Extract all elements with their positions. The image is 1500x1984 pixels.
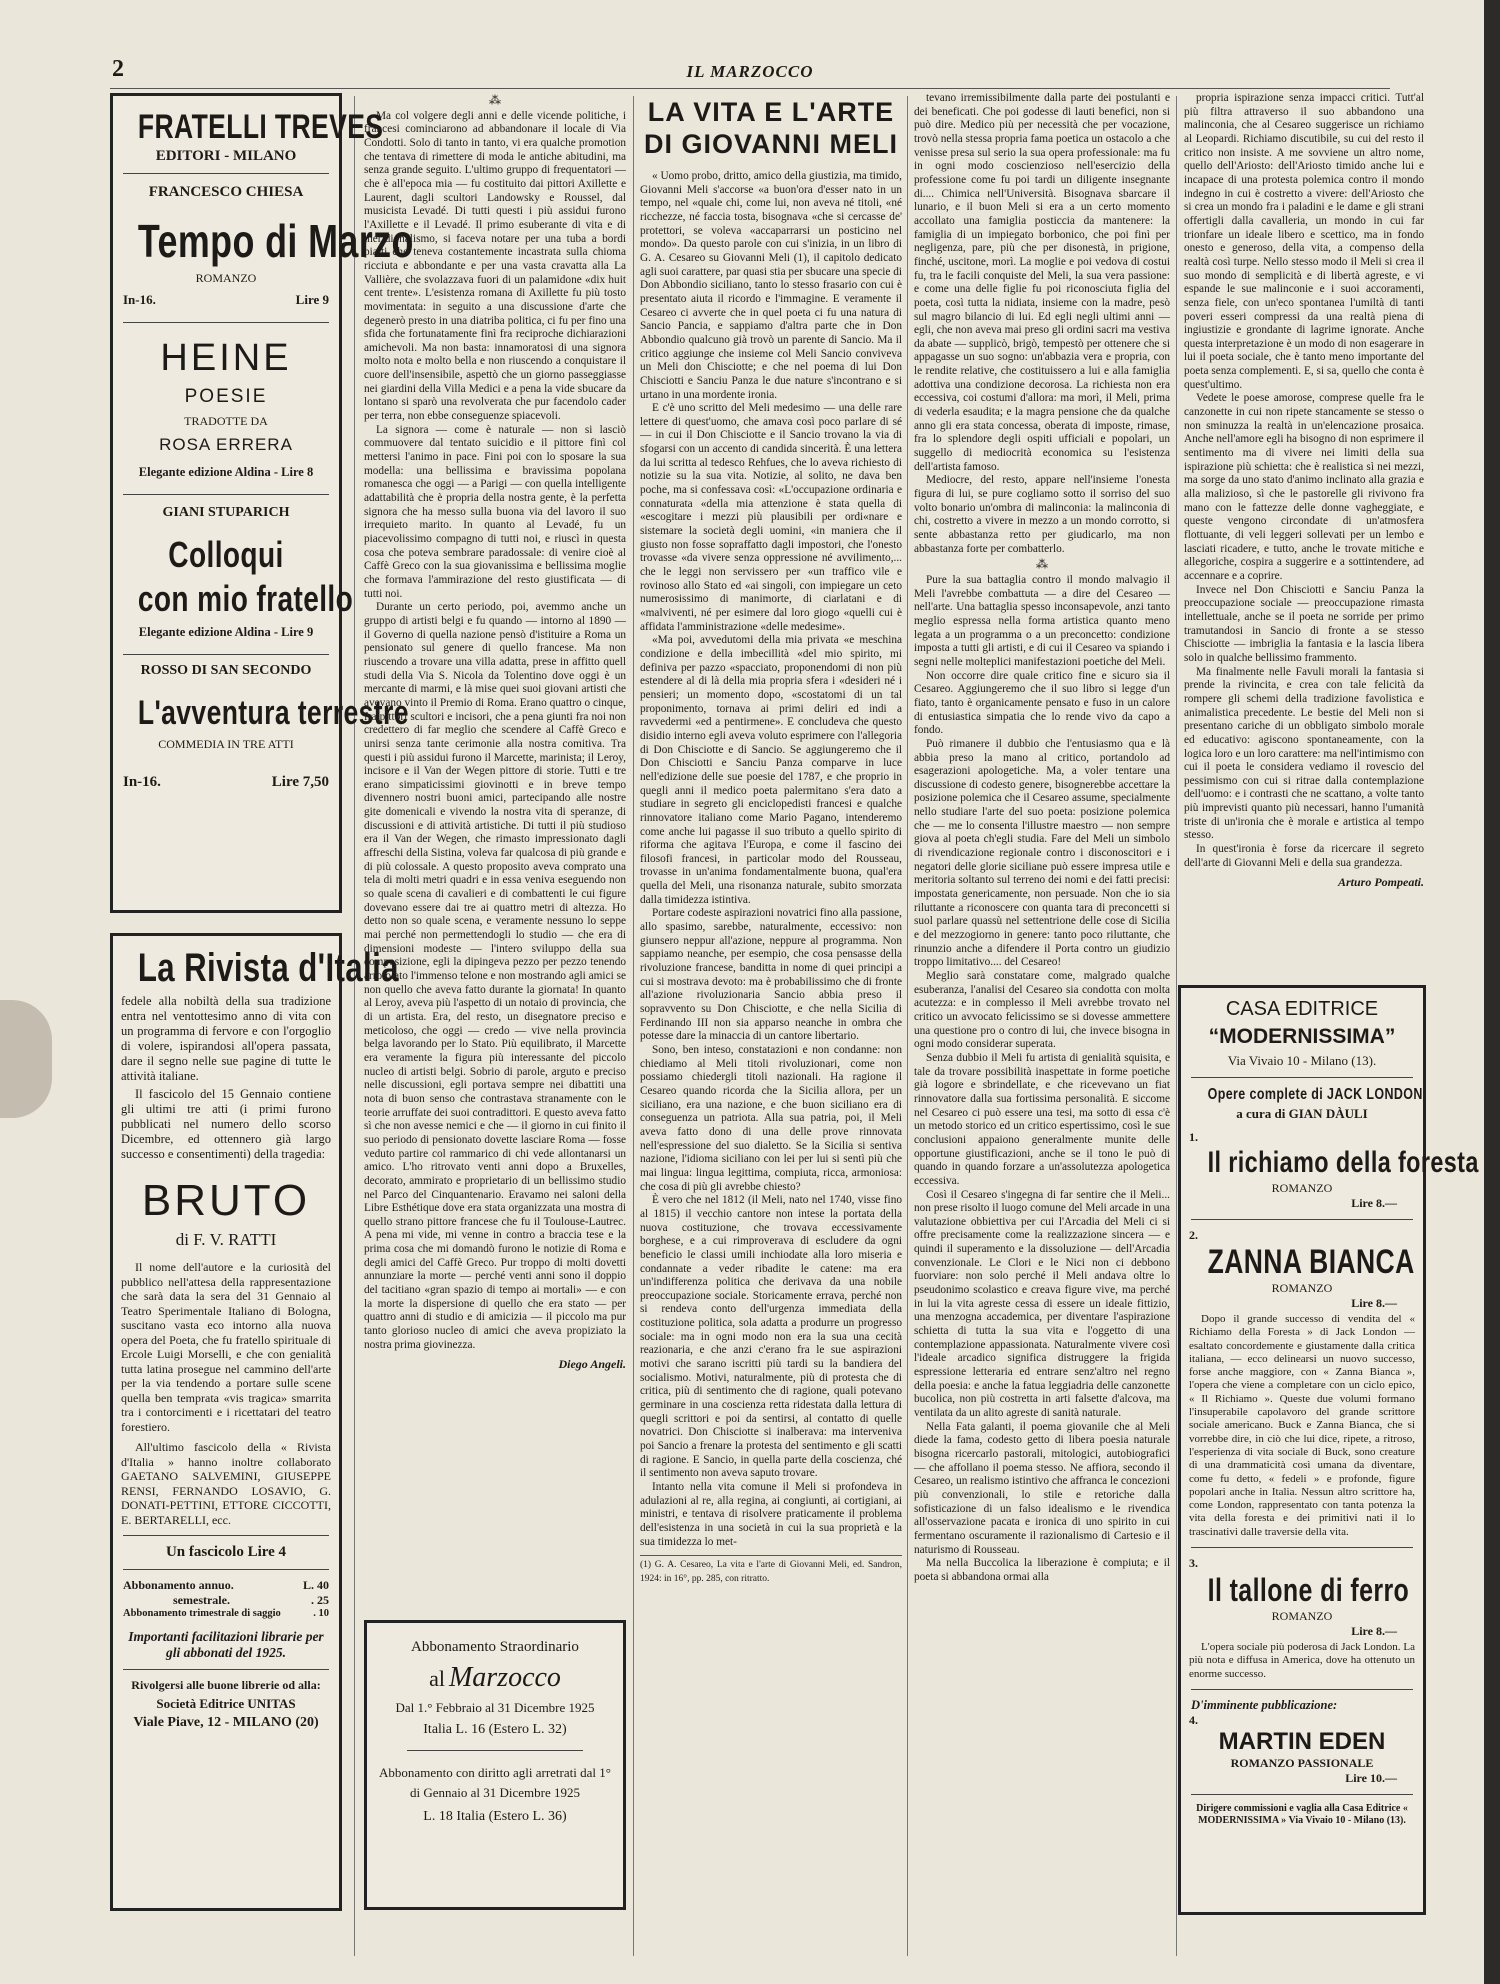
article-paragraph: propria ispirazione senza impacci critici. Tutt'al più filtra attraverso il suo abbandono una malinconia, che al Cesareo suggerisce un richiamo al Leopardi. Richiamo discutibile, su cui del resto il critico non insiste. A me sovviene un altro nome, quello dell'Ariosto: dell'Ariosto timido anche lui e incapace di una protesta polemica contro il mondo indegno in cui è costretto a vivere: dell'Ariosto che si crea un mondo fra i paladini e le dame e gli strani offertigli dalla cavalleria, un mondo in cui far trionfare un ideale libero e scettico, ma in fondo onesto e generoso, della vita, a compenso della realtà così turpe. Nello stesso modo il Meli si crea il suo mondo di semplicità e di libertà agreste, e vi espande le sue malinconie e i suoi accoramenti, senza fiele, con un'eco spontanea l'umiltà di tanti poveri esseri compressi da una realtà piena di ingiustizie e grondante di lagrime ignorate. Anche questa interpretazione è un modo di non esagerare in lui il poeta sociale, che è tanto meno importante del poeta senza complementi. E, si sa, quello che conta è quest'ultimo.: [1184, 92, 1424, 391]
magazine-title: La Rivista d'Italia: [137, 946, 399, 990]
book-edition: Elegante edizione Aldina - Lire 8: [138, 465, 314, 479]
section-stars: ⁂: [1036, 557, 1048, 572]
book-author: GIANI STUPARICH: [162, 505, 290, 520]
article-signature: Arturo Pompeati.: [1337, 875, 1424, 890]
modernissima-advertisement: [1178, 985, 1479, 1915]
subscription-arrears: Abbonamento con diritto agli arretrati dal 1° di Gennaio al 31 Dicembre 1925: [379, 1765, 611, 1800]
book-price: Lire 7,50: [271, 774, 329, 790]
page-number: 2: [112, 56, 124, 82]
article-paragraph: Vedete le poese amorose, comprese quelle fra le canzonette in cui non ripete stancamente se stesso o non sminuzza la realtà in un'elencazione prosaica. Anche nell'amore egli ha bisogno di non esprimere il sentimento ma di vivere nei limiti della sua ispirazione più schietta: che è realistica sì nei mezzi, ma sorge da uno stato d'animo inclinato alla grazia e alla malizioso, sì che le pastorelle gli rivivono fra mano con le fattezze delle donne vagheggiate, e queste vengono circondate di un'atmosfera flottuante, di veli leggeri sollevati per un lembo e lasciati ricadere, e tutto, anche le trovate mitiche e allegoriche, cospira a suggerire e a sottintendere, ad accennare e a coprire.: [1184, 392, 1424, 582]
book-genre: COMMEDIA IN TRE ATTI: [158, 737, 294, 751]
price-value: . 10: [313, 1608, 329, 1619]
price-label: semestrale.: [173, 1593, 230, 1607]
book-title: Il tallone di ferro: [1207, 1572, 1410, 1609]
book-price: Lire 8.—: [1351, 1624, 1397, 1639]
book-price: Lire 8.—: [1351, 1196, 1397, 1210]
book-title: MARTIN EDEN: [1218, 1727, 1386, 1755]
publisher-address: Viale Piave, 12 - MILANO (20): [133, 1715, 319, 1730]
article-paragraph: Sono, ben inteso, constatazioni e non condanne: non chiediamo al Meli titoli rivoluzionari, come non possiamo chiedergli titoli nazionali. Ha ragione il Cesareo quando ricorda che la Sicilia allora, per un siciliano, era una nazione, e che buon siciliano era di conseguenza un patriota. Alla sua patria, poi, il Meli aveva fatto dono di una delle prove rinnovata nell'espressione del suo dialetto. Se la Sicilia si sentiva nazione, l'idioma siciliano con lei per lui si sentì più che mai lingua: lingua legittima, compiuta, ricca, armoniosa: che cosa di più gli avrebbe chiesto?: [640, 1044, 902, 1193]
article-paragraph: Senza dubbio il Meli fu artista di genialità squisita, e tale da trovare possibilità inaspettate in forme poetiche già logore e sbrindellate, e che ricevevano un fiat rinnovatore dalla sua fortissima personalità. E siccome nel Cesareo ci può essere una tesi, ma sotto di essa c'è un metodo storico ed un critico espertissimo, così le sue conclusioni appaiono generalmente munite delle opportune giustificazioni, anche se il tono le può di quando in quando forzare a un'assolutezza apologetica eccessiva.: [914, 1051, 1170, 1187]
meli-column-a: [640, 170, 902, 1960]
publisher-name: “MODERNISSIMA”: [1208, 1025, 1396, 1048]
divider: [123, 1535, 329, 1536]
article-paragraph: «Ma poi, avvedutomi della mia privata «e meschina condizione e della imbecillità «del mio spirito, mi definiva per pazzo «spacciato, proponendomi di non più estendere al di là della mia propria sfera i «desideri né i pensieri; un momento dopo, «scostatomi di un tal proponimento, tornava ai primi deliri ed indi a ravvedermi «ed a pentirmene». E concludeva che questo disidio interno egli aveva voluto esprimere con l'allegoria di Don Chisciotte e di Sancio. Se aggiungeremo che il Don Chisciotti e Sanciu Panza comparve in luce nell'edizione delle sue poesie del 1787, e che proprio in quegli anni il medico poeta palermitano s'era dato a studiare in segreto gli enciclopedisti francesi e qualche rinnovatore italiano come Mario Pagano, intenderemo come anche lui pagasse il suo tributo a quello spirito di riforma che agitava l'Europa, e come il fascino dei filosofi francesi, in particolar modo del Rousseau, trovasse in un'anima fondamentalmente buona, qual'era quella del Meli, una risonanza naturale, subito smorzata dalla timidezza istintiva.: [640, 634, 902, 906]
article-paragraph: È vero che nel 1812 (il Meli, nato nel 1740, visse fino al 1815) il vecchio cantore non intese la portata della nuova costituzione, che trovava eccessivamente borghese, e a cui rimproverava di escludere da ogni beneficio le classi umili inchiodate alla loro miseria e condannate a veder ribadite le catene: ma era un'indifferenza politica che derivava da una nobile preoccupazione sociale. Storicamente errava, perché non si rendeva conto dell'urgenza immediata della costituzione politica, sola adatta a produrre un progresso sociale: ma in ogni modo non era la sua una cecità reazionaria, e che anzi c'erano fra le sue aspirazioni motivi che sarano iscritti più tardi su la bandiera del socialismo. Motivi, naturalmente, più di protesta che di critica, più di sentimento che di ragione, quali potevano germinare in una coscienza retta ridestata dalla lettura di quegli scrittori e poi da sentirsi, al contatto di quelle novatrici. Don Chisciotte si inalberava: ma interveniva poi Sancio a frenare la protesta del sentimento e gli scatti di ragione. E Sancio, in quella parte della coscienza, ché il sentimento non aveva saputo trovare.: [640, 1194, 902, 1480]
book-description: L'opera sociale più poderosa di Jack London. La più nota e diffusa in America, dove ha ottenuto un enorme successo.: [1189, 1641, 1415, 1680]
column-divider: [354, 96, 355, 1956]
divider: [123, 1669, 329, 1670]
publisher-name: FRATELLI TREVES: [137, 108, 384, 146]
article-paragraph: Meglio sarà constatare come, malgrado qualche esuberanza, l'analisi del Cesareo sia condotta con molta acutezza: e in complesso il Meli avrebbe trovato nel critico un avvocato felicissimo se si dovesse ammettere una questione pro o contro di lui, che invece bisogna in ogni modo considerar superata.: [914, 970, 1170, 1051]
book-genre: ROMANZO PASSIONALE: [1230, 1755, 1374, 1770]
publisher-label: CASA EDITRICE: [1225, 998, 1379, 1020]
article-paragraph: In quest'ironia è forse da ricercare il segreto dell'arte di Giovanni Meli e della sua grandezza.: [1184, 843, 1424, 869]
publisher-city: EDITORI - MILANO: [155, 148, 297, 164]
subscription-title: Abbonamento Straordinario: [411, 1639, 579, 1655]
article-paragraph: Nella Fata galanti, il poema giovanile che al Meli diede la fama, codesto getto di libera poesia naturale bisogna ricercarlo pastorali, mitologici, autobiografici — che affollano il poema stesso. Ne affiora, secondo il Cesareo, un realismo istintivo che affranca le concezioni più convenzionali, lo stile e retoriche dalla sofisticazione di un falso idealismo e le rivendica all'osservazione pacata e ironica di uno spirito in cui fermentano oscuramente il razionalismo di Cartesio e il naturismo di Rousseau.: [914, 1420, 1170, 1556]
section-stars: ⁂: [489, 93, 501, 107]
book-author: FRANCESCO CHIESA: [148, 184, 304, 200]
book-title: Tempo di Marzo: [137, 215, 414, 267]
book-genre: ROMANZO: [195, 271, 257, 285]
divider: [123, 494, 329, 495]
column-divider: [1176, 96, 1177, 1956]
book-title: Il richiamo della foresta: [1207, 1146, 1479, 1179]
article-paragraph: Ma nella Buccolica la liberazione è compiuta; e il poeta si abbandona ormai alla: [914, 1557, 1170, 1583]
divider: [123, 173, 329, 174]
article-paragraph: La signora — come è naturale — non si lasciò commuovere dal tentato suicidio e il pittore finì col mettersi l'animo in pace. Fini poi con lo sposare la sua modella: una bellissima e bravissima popolana romanesca che oggi — a Parigi — con quella intelligente adattabilità che è propria della nostra gente, è la perfetta signora che ha messo sulla buona via del lavoro il suo irrequieto marito. In quanto al Levadé, fu un piacevolissimo compagno di tutti noi, e riuscì in questa cosa che poteva sembrare paradossale: di venire cioè al Caffè Greco con la sua giovanissima e bellissima moglie che formava l'ammirazione del resto giustificata — di tutti noi.: [364, 423, 626, 600]
subscription-period: Dal 1.° Febbraio al 31 Dicembre 1925: [395, 1700, 595, 1715]
contributors: All'ultimo fascicolo della « Rivista d'Italia » hanno inoltre collaborato GAETANO SALVEMINI, GIUSEPPE RENSI, FERNANDO LOSAVIO, G. DONATI-PETTINI, ETTORE CICCOTTI, E. BERTARELLI, ecc.: [121, 1440, 331, 1527]
publisher-contact: Società Editrice UNITAS: [156, 1696, 296, 1711]
subscription-price-arrears: L. 18 Italia (Estero L. 36): [423, 1809, 567, 1824]
rivista-advertisement: [110, 933, 399, 1911]
column-divider: [907, 96, 908, 1956]
article-paragraph: Ma col volgere degli anni e delle vicende politiche, i francesi cominciarono ad abbandonare il locale di Via Condotti. Solo di tanto in tanto, vi era qualche promotion che tentava di rimettere di moda le antiche abitudini, ma senza grande seguito. L'ultimo gruppo di frequentatori — che è all'epoca mia — fu costituito dai pittori Axillette e Laurent, dagli scultori Landowsky e Roussel, dal musicista Levadé. Di tutti questi i più assidui furono l'Axillette e il Levadé. Il primo esuberante di vita e di meridionalismo, si faceva notare per una tuba a bordi piatti che teneva costantemente incastrata sulla chioma ricciuta e abbondante e per una vasta cravatta alla La Vallière, che svolazzava fuori di un palamidone «dix huit cent trente». L'esistenza romana di Axillette fu più tosto movimentata: in seguito a una discussione d'arte che degenerò presto in una diatriba politica, ci fu per fino una sfida che fortunatamente finì fra reciproche dichiarazioni amichevoli. Ma non basta: innamoratosi di una signora molto nota e molto bella e non riuscendo a conquistare il cuore dell'insensibile, aspettò che un giorno passeggiasse nei giardini della Villa Medici e a pena la vide sbucare da lontano si sparò una revolverata che pur facendolo cader per terra, non ebbe conseguenze spiacevoli.: [364, 109, 626, 423]
article-paragraph: Può rimanere il dubbio che l'entusiasmo qua e là abbia preso la mano al critico, portandolo ad esagerazioni apologetiche. Ma, a voler tentare una discussione di codesto genere, bisognerebbe accettare la posizione polemica che il Cesareo assume, specialmente nello studiare l'arte del suo poeta: posizione polemica che — me lo consenta l'illustre maestro — non sempre giova al poeta ch'egli studia. Fare del Meli un simbolo di rivendicazione regionale contro i disconoscitori e i negatori delle glorie siciliane può essere impresa utile e meritoria soltanto sul terreno dei nomi e dei fatti precisi: impostata genericamente, non persuade. Non che io sia riluttante a riconoscere con quanta tara di preconcetti si suol parlare quassù nel settentrione delle cose di Sicilia e del mezzogiorno in genere: tanto poco riluttante, che rinunzio anche a difendere il Porta contro un giudizio troppo limitativo.... del Cesareo!: [914, 737, 1170, 969]
play-author: di F. V. RATTI: [175, 1230, 277, 1249]
book-genre: ROMANZO: [1271, 1609, 1333, 1624]
article-paragraph: tevano irremissibilmente dalla parte dei postulanti e dei beneficati. Che poi godesse di lauti benefici, non si può dire. Medico più per necessità che per vocazione, trovò nella stessa propria fama poetica un ostacolo a che venisse presa sul serio la sua opera professionale: ma fu in ogni modo coscienzioso nell'esercizio della professione come fu poi tardi un diligente insegnante di.... Chimica nell'Università. Bisognava sbarcare il lunario, e il buon Meli si era a un certo momento accollato una famiglia posticcia da mantenere: la famiglia di un impiegato borbonico, che poi finì per negligenza, pare, più che per disonestà, in prigione, finché, uscitone, morì. La moglie e poi vedova di costui fu, tra le facili conquiste del Meli, la sua vera passione: e come una delle figlie fu poi riconosciuta figlia del poeta, così tutta la nidiata, insieme con la madre, pesò sul magro bilancio di lui. Ed egli negli ultimi anni — egli, che non aveva mai preso gli ordini sacri ma vestiva da abate — supplicò, brigò, tempestò per ottenere che si appagasse un suo sogno: un'abbazia vera e propria, con le rendite relative, che costituissero a lui e alla famiglia adottiva una condizione decorosa. La richiesta non era eccessiva, coi costumi d'allora: ma morì, il Meli, prima di vederla esaudita; e la magra pensione che da qualche anno gli era stata concessa, oberata di imposte, rimase, fra lo splendore degli ospiti ufficiali e popolari, un suggello di mediocrità economica su l'esistenza dell'artista famoso.: [914, 92, 1170, 473]
article-signature: Diego Angeli.: [558, 1357, 626, 1372]
meli-column-b: [914, 92, 1170, 1962]
book-author: HEINE: [160, 337, 292, 379]
upcoming-label: D'imminente pubblicazione:: [1191, 1697, 1338, 1712]
book-number: 1.: [1189, 1130, 1198, 1144]
book-translator: ROSA ERRERA: [159, 435, 293, 454]
footnote: (1) G. A. Cesareo, La vita e l'arte di Giovanni Meli, ed. Sandron, 1924: in 16°, pp. 285, con ritratto.: [640, 1555, 902, 1586]
book-edition: Elegante edizione Aldina - Lire 9: [138, 625, 314, 639]
subscription-prefix: al: [429, 1666, 445, 1691]
article-paragraph: Pure la sua battaglia contro il mondo malvagio il Meli l'avrebbe combattuta — a dire del Cesareo — nell'arte. Una battaglia spesso inconsapevole, anzi tanto meglio espressa nella forma artistica quanto meno legata a un programma o a un preconcetto: condizione imposta a tutti gli artisti, e di cui il Cesareo va spiando i segni nelle molteplici manifestazioni poetiche del Meli.: [914, 573, 1170, 668]
book-title: Colloqui: [168, 534, 284, 575]
book-number: 2.: [1189, 1228, 1198, 1242]
book-number: 4.: [1189, 1712, 1198, 1727]
magazine-intro: fedele alla nobiltà della sua tradizione entra nel ventottesimo anno di vita con un programma di fervore e con l'orgoglio di volere, ispirandosi all'opera passata, dare il segno nelle sue pagine di tutte le attività italiane.: [121, 994, 331, 1083]
divider: [1191, 1689, 1413, 1690]
paper-stain: [0, 1000, 52, 1118]
article-paragraph: Invece nel Don Chisciotti e Sanciu Panza la preoccupazione sociale — preoccupazione rimasta intellettuale, anche se il poeta ne sorride per primo tramutandosi in Sancio di fronte a se stesso Chisciotte — imbriglia la fantasia e la lascia libera solo in qualche bellissimo frammento.: [1184, 583, 1424, 664]
book-description: Dopo il grande successo di vendita del « Richiamo della Foresta » di Jack London — esaltato concordemente e giustamente dalla critica italiana, — ecco delinearsi un nuovo successo, forse anche maggiore, con « Zanna Bianca », l'opera che viene a completare con un ciclo epico, « Il Richiamo ». Queste due volumi formano l'insuperabile capolavoro del grande scrittore sociale americano. Buck e Zanna Bianca, che si vorrebbe dire, in ciò che lui dice, ripete, a ritroso, l'esperienza di vita sociale di Buck, sono creature di una drammaticità così umana da diventare, come fu detto, « fedeli » e profonde, figure popolari anche in Italia. Nessun altro scrittore ha, come London, rappresentato con tanta potenza la vita della foresta e dei primitivi nati il lo trascinativi dalle traversie della vita.: [1189, 1313, 1415, 1538]
price-label: Abbonamento annuo.: [123, 1578, 234, 1592]
book-title-line2: con mio fratello: [137, 578, 354, 619]
single-issue-price: Un fascicolo Lire 4: [165, 1544, 287, 1560]
page-edge-shadow: [1484, 0, 1500, 1984]
article-paragraph: Così il Cesareo s'ingegna di far sentire che il Meli... non prese risolto il luogo comune del Meli arcade in una valutazione obbiettiva per cui l'Arcadia del Meli ci si offre precisamente come la realizzazione sincera — e quindi il superamento e la dissoluzione — dell'Arcadia convenzionale. Le Clori e le Nici non ci debbono fuorviare: non solo perché il Meli andava oltre lo pseudonimo scolastico e creava figure vive, ma perché in lui la vita agreste cessa di essere un ideale fittizio, una menzogna accademica, per diventare l'aspirazione schietta di tutta la sua vita e l'oggetto di una contemplazione appassionata. Naturalmente vivere così l'ideale arcadico significa distruggere la frigida espressione letteraria ed entrare senz'altro nel regno della poesia: e anche la fatua leggiadria delle canzonette bucolica, non più costretta in arti falsette d'alcova, ma ventilata da un alito agreste di sanità naturale.: [914, 1188, 1170, 1419]
price-value: L. 40: [302, 1578, 329, 1592]
journal-name: Marzocco: [448, 1662, 561, 1693]
divider: [1191, 1794, 1413, 1795]
meli-column-c: [1184, 92, 1424, 992]
article-paragraph: Mediocre, del resto, appare nell'insieme l'onesta figura di lui, se pure cogliamo sotto il sorriso del suo volto bonario un'ombra di malinconia: la malinconia di chi, costretto a vivere in mezzo a un mondo corrotto, si sente abbastanza retto per giudicarlo, ma non abbastanza forte per combatterlo.: [914, 474, 1170, 555]
meli-title: [640, 96, 902, 160]
book-format: In-16.: [123, 774, 161, 790]
subscription-box: [364, 1620, 626, 1910]
divider: [1191, 1547, 1413, 1548]
divider: [1191, 1219, 1413, 1220]
book-author: ROSSO DI SAN SECONDO: [140, 663, 312, 678]
angeli-article: [364, 92, 626, 1602]
price-label: Abbonamento trimestrale di saggio: [123, 1608, 281, 1619]
book-title: L'avventura terrestre: [137, 694, 409, 732]
article-paragraph: Portare codeste aspirazioni novatrici fino alla passione, allo spasimo, sarebbe, naturalmente, eccessivo: non giunsero neppur all'azione, neppure al programma. Non sappiamo neanche, per esempio, che cosa pensasse della rivoluzione francese, banditta in nome di quei principi a cui si mostrava devoto: ma è probabilissimo che di fronte all'azione rivoluzionaria Sancio abbia preso il sopravvento su Don Chisciotte, e che nella Sicilia di Ferdinando III non sia apparso neanche in ombra che potesse dare la minaccia di un cantore libertario.: [640, 907, 902, 1043]
article-paragraph: Non occorre dire quale critico fine e sicuro sia il Cesareo. Aggiungeremo che il suo libro si legge d'un fiato, tanto è organicamente pensato e fuso in un calore di entusiastica simpatia che lo rende vivo da capo a fondo.: [914, 669, 1170, 737]
book-price: Lire 10.—: [1345, 1770, 1397, 1785]
divider: [123, 654, 329, 655]
article-paragraph: E c'è uno scritto del Meli medesimo — una delle rare lettere di quest'uomo, che amava così poco parlare di sé — in cui il Don Chisciotte e il Sancio trovano la via di sfogarsi con un accento di candida sincerità. È una lettera da lui scritta al tedesco Rehfues, che lo aveva richiesto di notizie su la sua vita. Notizie, al solito, ne dava ben poche, ma si confessava così: «L'occupazione ordinaria e connaturata «della mia attenzione è stata quella di «escogitare i mezzi più plausibili per ordi«nare e sistemare la società degli uomini, «in maniera che il giusto non fosse sopraffatto dagli impostori, che l'onesto trovasse «da vivere senza oppressione né avvilimento,... che le leggi non servissero per «un traffico vile e rovinoso allo Stato ed «ai singoli, con impiegare un ceto numerosissimo di manimorte, di ciarlatani e di «malviventi, né per esimere dal loro giogo «quelli cui è affidata l'amministrazione «delle medesime».: [640, 402, 902, 633]
article-title-line1: LA VITA E L'ARTE: [647, 97, 895, 127]
divider: [407, 1750, 583, 1751]
book-title: ZANNA BIANCA: [1207, 1243, 1415, 1281]
contact-line: Rivolgersi alle buone librerie od alla:: [131, 1678, 321, 1692]
book-price: Lire 9: [295, 292, 329, 307]
series-curator: a cura di GIAN DÀULI: [1236, 1106, 1368, 1121]
divider: [123, 322, 329, 323]
article-paragraph: « Uomo probo, dritto, amico della giustizia, ma timido, Giovanni Meli s'accorse «a buon'ora d'esser nato in un tempo, nel «quale chi, come lui, non aveva né titoli, «né ricchezze, né faccia tosta, bisognava «che si cercasse de' protettori, se voleva «accaparrarsi un posticino nel mondo». Da questo parole con cui s'inizia, in un libro di G. A. Cesareo su Giovanni Meli (1), il capitolo dedicato agli suoi carattere, par quasi stia per sbucare una specie di Don Abbondio siciliano, tanto lo stesso frasario con cui è presentato aiuta il ricordo e l'immagine. E veramente il Cesareo ci avverte che in quel poeta ci fu una natura di Sancio Pancia, e sappiamo d'altra parte che in Don Abbondio qualcuno già trovò un parente di Sancio. Ma il critico aggiunge che insieme col Meli Sancio conviveva un Meli don Chisciotte; e che nel poema di lui Don Chisciotti e Sanciu Panza le due nature s'incontrano e si urtano in una mordente ironia.: [640, 170, 902, 401]
price-value: . 25: [311, 1593, 329, 1607]
book-genre: ROMANZO: [1271, 1281, 1333, 1295]
header-rule: [110, 88, 1390, 89]
book-format: In-16.: [123, 292, 156, 307]
article-paragraph: Intanto nella vita comune il Meli si profondeva in adulazioni al re, alla regina, ai congiunti, ai cortigiani, ai ministri, e tentava di risolvere praticamente il problema dell'esistenza in una società in cui la sua proprietà e la sua timidezza lo met-: [640, 1481, 902, 1548]
play-title: BRUTO: [141, 1176, 311, 1225]
book-title: POESIE: [184, 386, 268, 407]
magazine-issue: Il fascicolo del 15 Gennaio contiene gli ultimi tre atti (i primi furono pubblicati nel numero dello scorso Dicembre, ed ottennero già largo successo e consentimenti) della tragedia:: [121, 1087, 331, 1161]
contact-line: Dirigere commissioni e vaglia alla Casa Editrice « MODERNISSIMA » Via Vivaio 10 - Milano (13).: [1196, 1802, 1408, 1826]
article-paragraph: Ma finalmente nelle Favuli morali la fantasia si prende la rivincita, e crea con tale felicità da rompere gli schemi della tradizione favolistica e animalistica precedente. Le bestie del Meli non si presentano cariche di un obbligato simbolo morale ed educativo: agiscono spontaneamente, con la logica loro e un loro carattere: ma nell'intimismo con cui il poeta le considera vediamo il rovescio del pessimismo con cui si ritrae dalla contemplazione dell'uomo: e i contrasti che ne scattano, a volte tanto più imprevisti quanto più necessari, hanno l'umanità triste di un'ironia che è morale e artistica al tempo stesso.: [1184, 665, 1424, 842]
divider: [123, 1569, 329, 1570]
subscriber-facilitation: Importanti facilitazioni librarie per gli abbonati del 1925.: [128, 1629, 324, 1660]
book-number: 3.: [1189, 1556, 1198, 1571]
article-paragraph: Durante un certo periodo, poi, avemmo anche un gruppo di artisti belgi e fu quando — intorno al 1890 — il Governo di quella nazione pensò d'istituire a Roma un pensionato sul genere di quello francese. Ma non riuscendo a trovare una villa adatta, prese in affitto quell studi della Via S. Nicola da Tolentino dove oggi è un mercante di marmi, e là mise quei suoi giovani artisti che avevano vinto il Premio di Roma. Erano quattro o cinque, fra pittori scultori e incisori, che a pena giunti fra noi non credettero di far meglio che scendere al Caffè Greco e unirsi senza tante cerimonie alla nostra comitiva. Tra questi i più assidui furono il Marcette, marinista; il Leroy, incisore e il Van der Wegen pittore di storie. Tutti e tre erano simpaticissimi giovinotti e in breve tempo divennero nostri buoni amici, partecipando alle nostre gite domenicali e vivendo la nostra vita di speranze, di discussioni e di attività artistiche. Di tutti il più studioso era il Van der Wegen, che rimasto impressionato dagli affreschi della Sistina, voleva far qualcosa di più grande e di più colossale. A questo proposito aveva comprato una tela di molti metri quadri e in essa veniva eseguendo non so quale scena di cavalieri e di combattenti le cui figure dovevano essere dai tre ai quattro metri di altezza. Ho detto non so quale scena, e veramente nessuno lo seppe mai perché non permettendogli lo studio — che era di dimensioni modeste — l'intero sviluppo della sua composizione, egli la dipingeva pezzo per pezzo tenendo arrotolato l'immenso telone e non mostrando agli amici se non quello che aveva fatto durante la giornata! In quanto al Leroy, aveva più l'aspetto di un notaio di provincia, che di un artista. Era, del resto, un disegnatore preciso e meticoloso, che oggi — credo — vive nella provincia belga lavorando per lo Stato. Più equilibrato, il Marcette era veramente la figura più interessante del piccolo nucleo di artisti belgi. Sobrio di parole, arguto e preciso nelle discussioni, egli portava sempre nei dibattiti una nota di buon senso che contrastava stranamente con le teorie arruffate dei suoi contradittori. E questo aveva fatto sì che non avesse nemici e che — il giorno in cui finito il suo periodo di pensionato dovette lasciare Roma — fosse veduto partire col rammarico di chi vede allontanarsi un amico. L'ho ritrovato venti anni dopo a Bruxelles, decorato, ammirato e proprietario di un bellissimo studio nel Parco del Cinquantenario. Eravamo nei saloni della Libre Esthétique dove era stata organizzata una mostra di quello strano pittore francese che fu il Toulouse-Lautrec. A pena mi vide, mi venne in contro a braccia tese e la prima cosa che mi domandò furono le notizie di Roma e degli amici del Caffè Greco. Pur troppo di molti dovetti annunziare la morte — perché venti anni sono il doppio del tacitiano «gran spazio di tempo ai mortali» — e con la morte la dispersione di quello che era stato — per quattro anni di studio e di amicizia — il piccolo ma pur tanto glorioso nucleo di amici che aveva propiziato la nostra prima giovinezza.: [364, 601, 626, 1351]
book-genre: ROMANZO: [1271, 1181, 1333, 1195]
book-translated-label: TRADOTTE DA: [184, 414, 268, 428]
subscription-price: Italia L. 16 (Estero L. 32): [423, 1722, 567, 1737]
treves-advertisement: [110, 93, 414, 913]
masthead: IL MARZOCCO: [686, 62, 814, 81]
series-title: Opere complete di JACK LONDON: [1207, 1086, 1423, 1103]
column-divider: [633, 96, 634, 1956]
book-price: Lire 8.—: [1351, 1296, 1397, 1310]
publisher-address: Via Vivaio 10 - Milano (13).: [1227, 1053, 1377, 1068]
divider: [1191, 1077, 1413, 1078]
article-title-line2: DI GIOVANNI MELI: [643, 129, 898, 159]
play-description: Il nome dell'autore e la curiosità del pubblico nell'attesa della rappresentazione che sarà data la sera del 31 Gennaio al Teatro Sperimentale Italiano di Bologna, suscitano vasta eco intorno alla nuova opera del Poeta, che fu fratello spirituale di Ercole Luigi Morselli, e che con genialità tutta latina prosegue nel cammino dell'arte per la via tendendo a portare sulle scene quella ben temprata «vis tragica» smarrita tra i contorcimenti e i ricettatari del teatro forestiero.: [121, 1260, 331, 1434]
